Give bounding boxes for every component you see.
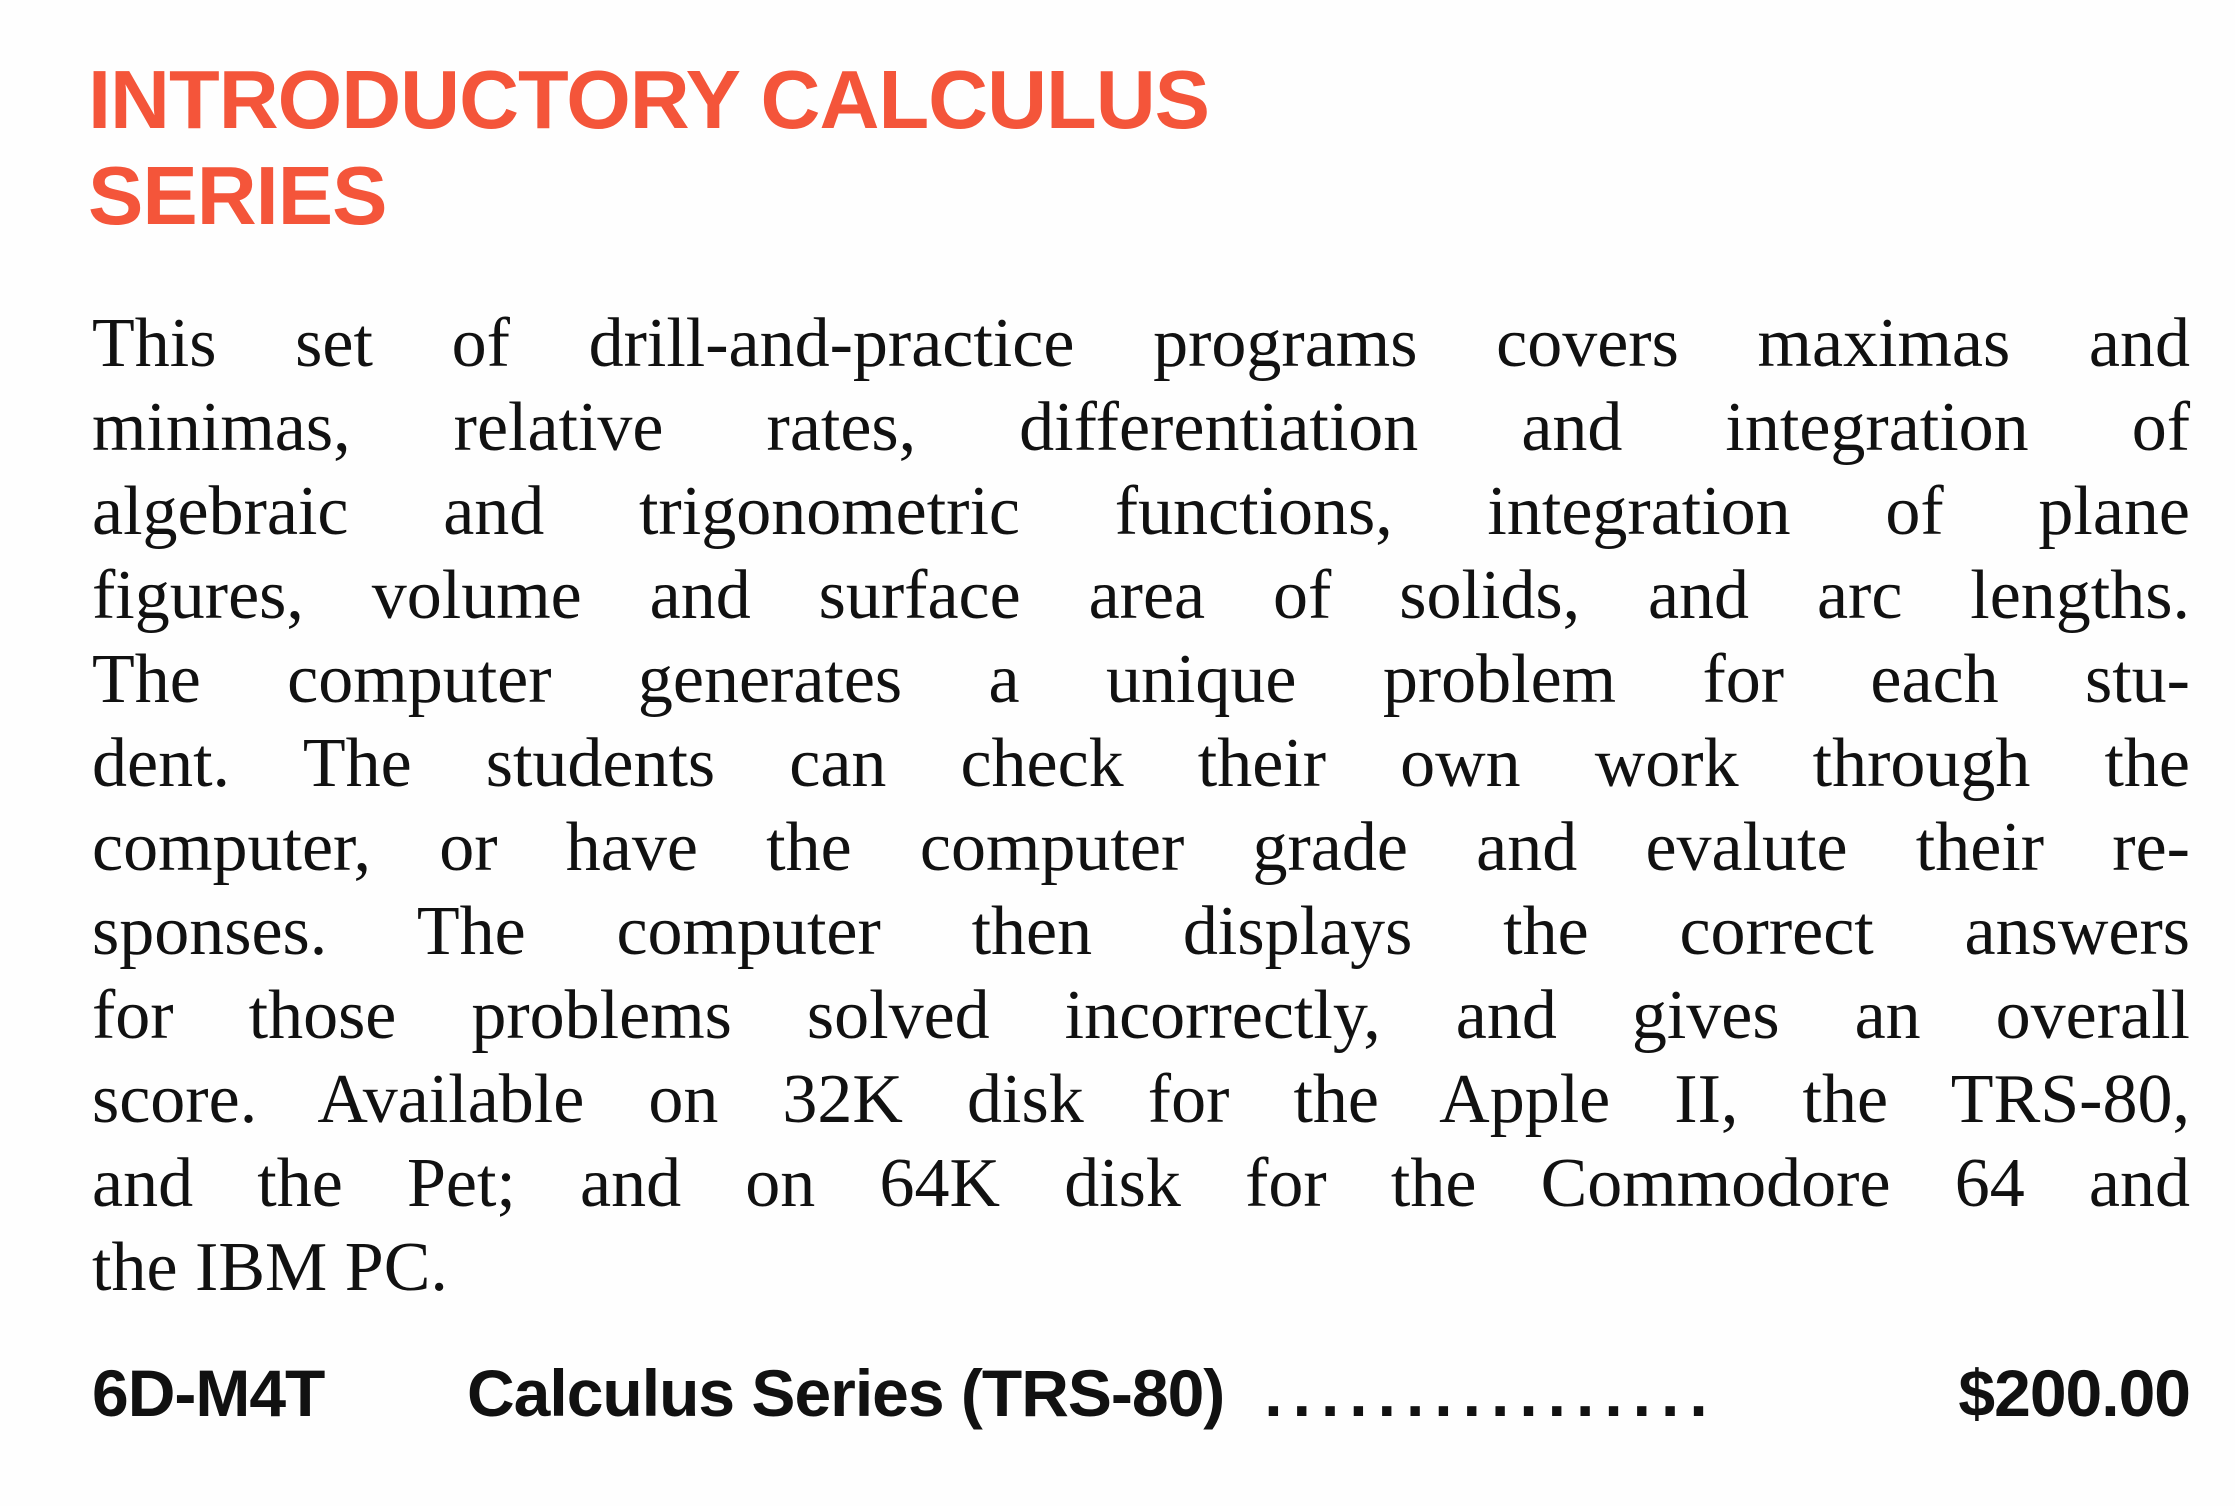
- description-line: dent. The students can check their own work through the: [92, 725, 2190, 802]
- description-line: the IBM PC.: [92, 1229, 448, 1306]
- heading-line-1: INTRODUCTORY CALCULUS: [88, 53, 1210, 146]
- section-heading: [88, 52, 1488, 244]
- description-line: minimas, relative rates, differentiation and integration of: [92, 389, 2190, 466]
- description-line: and the Pet; and on 64K disk for the Commodore 64 and: [92, 1145, 2190, 1222]
- description-line: sponses. The computer then displays the correct answers: [92, 893, 2190, 970]
- description-paragraph: [92, 302, 2190, 1310]
- description-line: figures, volume and surface area of solids, and arc lengths.: [92, 557, 2190, 634]
- order-item-row: [92, 1348, 2190, 1438]
- description-line: computer, or have the computer grade and evalute their re-: [92, 809, 2190, 886]
- order-code: 6D-M4T: [92, 1356, 325, 1430]
- description-line: algebraic and trigonometric functions, integration of plane: [92, 473, 2190, 550]
- description-line: This set of drill-and-practice programs covers maximas and: [92, 305, 2190, 382]
- heading-line-2: SERIES: [88, 149, 387, 242]
- order-title: Calculus Series (TRS-80): [467, 1356, 1225, 1430]
- dot-leader: ................: [1264, 1356, 1718, 1430]
- order-price: $200.00: [1958, 1356, 2190, 1430]
- description-line: for those problems solved incorrectly, and gives an overall: [92, 977, 2190, 1054]
- description-line: The computer generates a unique problem for each stu-: [92, 641, 2190, 718]
- description-line: score. Available on 32K disk for the Apple II, the TRS-80,: [92, 1061, 2190, 1138]
